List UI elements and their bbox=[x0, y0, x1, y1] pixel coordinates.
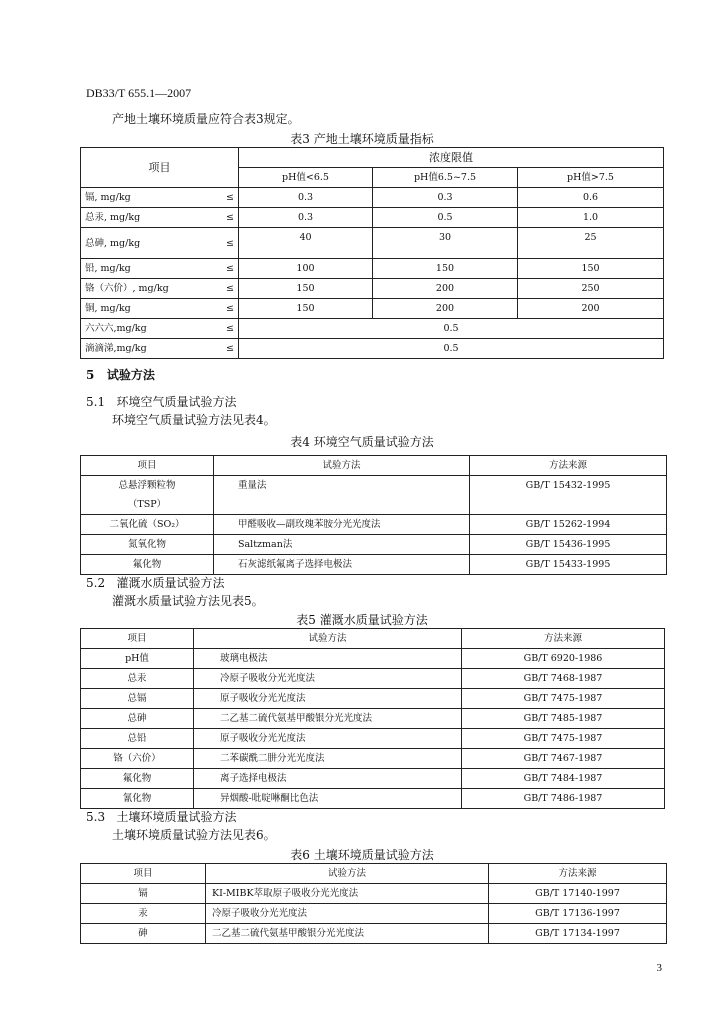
cell-value: 0.3 bbox=[373, 188, 518, 208]
section-5-heading bbox=[86, 366, 155, 383]
row-item: 总砷, mg/kg bbox=[85, 237, 141, 249]
section-5-1-heading bbox=[86, 393, 237, 410]
table-row bbox=[81, 709, 665, 729]
table4 bbox=[80, 455, 667, 575]
intro-text: 产地土壤环境质量应符合表3规定。 bbox=[112, 112, 300, 126]
cell-value: 0.5 bbox=[239, 339, 664, 359]
table-header-row bbox=[81, 629, 665, 649]
row-item: 总砷 bbox=[81, 709, 194, 729]
table-row bbox=[81, 749, 665, 769]
table5 bbox=[80, 628, 665, 809]
cell-value: 0.5 bbox=[239, 319, 664, 339]
column-header: 项目 bbox=[81, 456, 214, 476]
row-item: 镉, mg/kg bbox=[85, 192, 131, 203]
table-row bbox=[81, 789, 665, 809]
column-header: 方法来源 bbox=[489, 864, 667, 884]
table-row bbox=[81, 188, 664, 208]
cell-value: 0.6 bbox=[518, 188, 664, 208]
cell-value: 150 bbox=[518, 259, 664, 279]
section-title: 试验方法 bbox=[106, 368, 155, 382]
column-header: 试验方法 bbox=[206, 864, 489, 884]
cell-value: 40 bbox=[239, 228, 373, 259]
cell-value: 200 bbox=[373, 279, 518, 299]
table-row bbox=[81, 729, 665, 749]
lte-symbol: ≤ bbox=[226, 323, 234, 334]
row-method: 冷原子吸收分光光度法 bbox=[194, 669, 462, 689]
row-item: 砷 bbox=[81, 924, 206, 944]
row-method: 原子吸收分光光度法 bbox=[194, 689, 462, 709]
table-row bbox=[81, 769, 665, 789]
row-method: 二乙基二硫代氨基甲酸银分光光度法 bbox=[206, 924, 489, 944]
cell-value: 100 bbox=[239, 259, 373, 279]
table-row bbox=[81, 515, 667, 535]
lte-symbol: ≤ bbox=[226, 237, 234, 249]
table-row bbox=[81, 228, 664, 259]
section-5-1-text: 环境空气质量试验方法见表4。 bbox=[112, 413, 276, 427]
section-5-3-text: 土壤环境质量试验方法见表6。 bbox=[112, 828, 276, 842]
table-header-row bbox=[81, 864, 667, 884]
table-row bbox=[81, 279, 664, 299]
table-row bbox=[81, 259, 664, 279]
row-source: GB/T 7475-1987 bbox=[462, 689, 665, 709]
table5-caption: 表5 灌溉水质量试验方法 bbox=[296, 613, 428, 627]
row-source: GB/T 17134-1997 bbox=[489, 924, 667, 944]
cell-value: 200 bbox=[518, 299, 664, 319]
table-header-row bbox=[81, 456, 667, 476]
row-source: GB/T 7475-1987 bbox=[462, 729, 665, 749]
table-row bbox=[81, 339, 664, 359]
row-source: GB/T 7484-1987 bbox=[462, 769, 665, 789]
column-header: 方法来源 bbox=[462, 629, 665, 649]
table-row bbox=[81, 924, 667, 944]
table-row bbox=[81, 319, 664, 339]
row-source: GB/T 7468-1987 bbox=[462, 669, 665, 689]
row-source: GB/T 7485-1987 bbox=[462, 709, 665, 729]
row-source: GB/T 17140-1997 bbox=[489, 884, 667, 904]
lte-symbol: ≤ bbox=[226, 303, 234, 314]
table6 bbox=[80, 863, 667, 944]
row-item: 汞 bbox=[81, 904, 206, 924]
section-title: 环境空气质量试验方法 bbox=[116, 395, 237, 409]
row-method: 异烟酸-吡啶啉酮比色法 bbox=[194, 789, 462, 809]
table-row bbox=[81, 476, 667, 515]
row-method: Saltzman法 bbox=[214, 535, 470, 555]
table3 bbox=[80, 147, 664, 359]
row-item: 铬（六价）, mg/kg bbox=[85, 283, 169, 294]
row-item: 总铅 bbox=[81, 729, 194, 749]
column-header: 试验方法 bbox=[194, 629, 462, 649]
document-header: DB33/T 655.1—2007 bbox=[86, 86, 192, 100]
cell-value: 250 bbox=[518, 279, 664, 299]
row-source: GB/T 7486-1987 bbox=[462, 789, 665, 809]
row-item: 镉 bbox=[81, 884, 206, 904]
row-item: 氟化物 bbox=[81, 555, 214, 575]
cell-value: 150 bbox=[239, 299, 373, 319]
section-number: 5 bbox=[86, 368, 95, 382]
table3-header-item: 项目 bbox=[81, 148, 239, 188]
row-item: 氮氧化物 bbox=[81, 535, 214, 555]
row-source: GB/T 17136-1997 bbox=[489, 904, 667, 924]
row-item-line: 总悬浮颗粒物 bbox=[118, 480, 176, 491]
lte-symbol: ≤ bbox=[226, 192, 234, 203]
row-method: 离子选择电极法 bbox=[194, 769, 462, 789]
table-row bbox=[81, 904, 667, 924]
table-row bbox=[81, 649, 665, 669]
table3-header-conc: 浓度限值 bbox=[239, 148, 664, 168]
row-source: GB/T 15436-1995 bbox=[470, 535, 667, 555]
cell-value: 150 bbox=[239, 279, 373, 299]
row-item: 总镉 bbox=[81, 689, 194, 709]
table4-caption: 表4 环境空气质量试验方法 bbox=[290, 435, 434, 449]
row-item bbox=[81, 476, 214, 515]
table-row bbox=[81, 689, 665, 709]
row-item: 六六六,mg/kg bbox=[85, 323, 147, 334]
row-source: GB/T 6920-1986 bbox=[462, 649, 665, 669]
cell-value: 200 bbox=[373, 299, 518, 319]
section-number: 5.2 bbox=[86, 576, 106, 590]
row-source: GB/T 15432-1995 bbox=[470, 476, 667, 515]
row-item: 二氧化硫（SO₂） bbox=[81, 515, 214, 535]
column-header: 方法来源 bbox=[470, 456, 667, 476]
row-method: 原子吸收分光光度法 bbox=[194, 729, 462, 749]
cell-value: 25 bbox=[518, 228, 664, 259]
row-item: 总汞 bbox=[81, 669, 194, 689]
section-5-3-heading bbox=[86, 808, 237, 825]
table6-caption: 表6 土壤环境质量试验方法 bbox=[290, 848, 434, 862]
row-method: 甲醛吸收—副玫瑰苯胺分光光度法 bbox=[214, 515, 470, 535]
cell-value: 0.3 bbox=[239, 208, 373, 228]
column-header: 项目 bbox=[81, 864, 206, 884]
lte-symbol: ≤ bbox=[226, 283, 234, 294]
cell-value: 30 bbox=[373, 228, 518, 259]
section-title: 灌溉水质量试验方法 bbox=[116, 576, 225, 590]
lte-symbol: ≤ bbox=[226, 343, 234, 354]
row-source: GB/T 15262-1994 bbox=[470, 515, 667, 535]
table-row bbox=[81, 535, 667, 555]
lte-symbol: ≤ bbox=[226, 263, 234, 274]
column-header: 项目 bbox=[81, 629, 194, 649]
lte-symbol: ≤ bbox=[226, 212, 234, 223]
row-item: pH值 bbox=[81, 649, 194, 669]
row-method: 重量法 bbox=[214, 476, 470, 515]
row-method: 冷原子吸收分光光度法 bbox=[206, 904, 489, 924]
row-item: 氰化物 bbox=[81, 789, 194, 809]
table-row bbox=[81, 555, 667, 575]
table-row bbox=[81, 299, 664, 319]
table3-ph-header: pH值>7.5 bbox=[518, 168, 664, 188]
row-method: 二苯碳酰二肼分光光度法 bbox=[194, 749, 462, 769]
row-item-line: （TSP） bbox=[127, 499, 167, 510]
table3-ph-header: pH值<6.5 bbox=[239, 168, 373, 188]
row-item: 氟化物 bbox=[81, 769, 194, 789]
row-method: 玻璃电极法 bbox=[194, 649, 462, 669]
table3-ph-header: pH值6.5~7.5 bbox=[373, 168, 518, 188]
page-number: 3 bbox=[656, 962, 662, 974]
row-item: 滴滴涕,mg/kg bbox=[85, 343, 147, 354]
cell-value: 1.0 bbox=[518, 208, 664, 228]
table-row bbox=[81, 208, 664, 228]
row-method: KI-MIBK萃取原子吸收分光光度法 bbox=[206, 884, 489, 904]
column-header: 试验方法 bbox=[214, 456, 470, 476]
section-number: 5.3 bbox=[86, 810, 106, 824]
row-item: 总汞, mg/kg bbox=[85, 212, 141, 223]
cell-value: 0.3 bbox=[239, 188, 373, 208]
row-method: 二乙基二硫代氨基甲酸银分光光度法 bbox=[194, 709, 462, 729]
section-5-2-heading bbox=[86, 574, 225, 591]
row-source: GB/T 7467-1987 bbox=[462, 749, 665, 769]
row-item: 铬（六价） bbox=[81, 749, 194, 769]
table-row bbox=[81, 669, 665, 689]
row-method: 石灰滤纸氟离子选择电极法 bbox=[214, 555, 470, 575]
table-row bbox=[81, 884, 667, 904]
row-source: GB/T 15433-1995 bbox=[470, 555, 667, 575]
row-item: 铅, mg/kg bbox=[85, 263, 131, 274]
section-5-2-text: 灌溉水质量试验方法见表5。 bbox=[112, 594, 264, 608]
cell-value: 0.5 bbox=[373, 208, 518, 228]
row-item: 铜, mg/kg bbox=[85, 303, 131, 314]
section-number: 5.1 bbox=[86, 395, 106, 409]
cell-value: 150 bbox=[373, 259, 518, 279]
section-title: 土壤环境质量试验方法 bbox=[116, 810, 237, 824]
table3-caption: 表3 产地土壤环境质量指标 bbox=[290, 132, 434, 146]
